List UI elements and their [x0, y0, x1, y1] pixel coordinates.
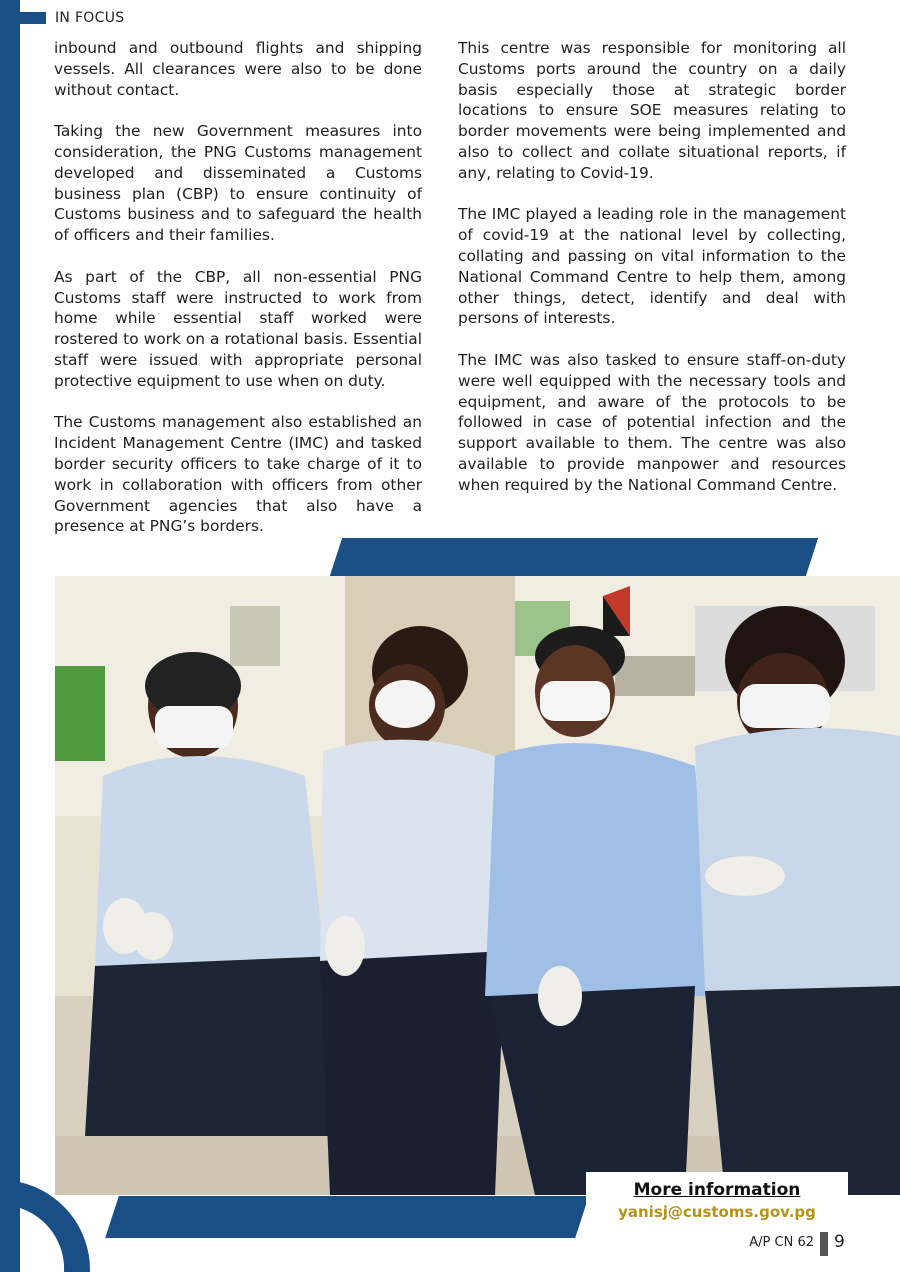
paragraph: Taking the new Government measures into consideration, the PNG Customs management developed and disseminated a Customs business plan (CBP) to ensure continuity of Customs business and to safeguard the health of officers and their families. — [54, 122, 422, 245]
article-left-column — [54, 38, 422, 558]
paragraph: inbound and outbound flights and shipping vessels. All clearances were also to be done without contact. — [54, 39, 422, 99]
paragraph: As part of the CBP, all non-essential PNG Customs staff were instructed to work from home while essential staff worked were rostered to work on a rotational basis. Essential staff were issued with appropriate personal protective equipment to use when on duty. — [54, 267, 422, 390]
more-information-box — [586, 1172, 848, 1224]
more-information-title: More information — [633, 1180, 801, 1200]
paragraph: The Customs management also established an Incident Management Centre (IMC) and tasked border security officers to take charge of it to work in collaboration with officers from other Government agencies that also have a presence at PNG’s borders. — [54, 413, 422, 536]
paragraph: The IMC played a leading role in the management of covid-19 at the national level by collecting, collating and passing on vital information to the National Command Centre to help them, among other things, detect, identify and deal with persons of interests. — [458, 205, 846, 328]
officers-photo — [55, 576, 900, 1195]
page-number: 9 — [834, 1232, 845, 1252]
section-label: IN FOCUS — [55, 10, 125, 26]
photo-bottom-band — [105, 1196, 589, 1238]
corner-arc-decoration — [0, 1180, 120, 1272]
photo-top-band — [330, 538, 818, 576]
paragraph: The IMC was also tasked to ensure staff-on-duty were well equipped with the necessary tools and equipment, and aware of the protocols to be followed in case of potential infection and the support available to them. The centre was also available to provide manpower and resources when required by the National Command Centre. — [458, 350, 846, 494]
article-right-column — [458, 38, 846, 516]
paragraph: This centre was responsible for monitoring all Customs ports around the country on a daily basis especially those at strategic border locations to ensure SOE measures relating to border movements were being implemented and also to collect and collate situational reports, if any, relating to Covid-19. — [458, 39, 846, 182]
page-footer — [700, 1232, 860, 1256]
issue-label: A/P CN 62 — [749, 1235, 814, 1250]
header-accent-tab — [20, 12, 46, 24]
footer-divider — [820, 1232, 828, 1256]
contact-email-link[interactable]: yanisj@customs.gov.pg — [618, 1203, 816, 1221]
left-accent-bar — [0, 0, 20, 1272]
